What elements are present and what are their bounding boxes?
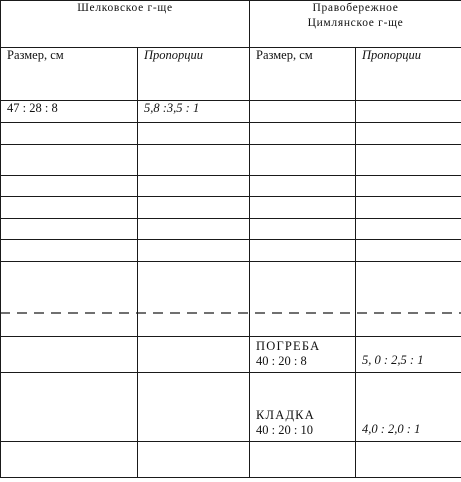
kladka-size-cell <box>250 373 356 442</box>
column-header-row <box>1 48 461 101</box>
left-size-value: 47 : 28 : 8 <box>1 101 138 123</box>
empty-cell <box>250 176 356 197</box>
table-row <box>1 101 461 123</box>
pogreba-size-cell <box>250 337 356 373</box>
pogreba-proportions-cell <box>356 337 461 373</box>
right-site-title-line2: Цимлянское г-ще <box>307 17 404 29</box>
dashed-separator <box>0 311 461 315</box>
left-size-header: Размер, см <box>1 48 138 101</box>
empty-cell <box>356 219 461 240</box>
empty-cell <box>138 373 250 442</box>
table-row <box>1 176 461 197</box>
empty-cell <box>138 176 250 197</box>
empty-cell <box>138 219 250 240</box>
empty-cell <box>1 123 138 145</box>
right-size-header: Размер, см <box>250 48 356 101</box>
empty-cell <box>356 145 461 176</box>
pogreba-row <box>1 337 461 373</box>
empty-cell <box>250 442 356 478</box>
empty-cell <box>138 123 250 145</box>
kladka-proportions-value: 4,0 : 2,0 : 1 <box>362 422 421 436</box>
kladka-proportions-cell <box>356 373 461 442</box>
empty-cell <box>250 123 356 145</box>
empty-cell <box>250 101 356 123</box>
empty-cell <box>138 145 250 176</box>
empty-cell <box>356 176 461 197</box>
left-proportions-header: Пропорции <box>138 48 250 101</box>
pogreba-proportions-value: 5, 0 : 2,5 : 1 <box>362 353 424 367</box>
table-row <box>1 240 461 262</box>
empty-cell <box>1 262 138 337</box>
empty-cell <box>138 442 250 478</box>
empty-cell <box>1 373 138 442</box>
left-site-header <box>1 1 250 48</box>
empty-cell <box>356 123 461 145</box>
pogreba-label: ПОГРЕБА <box>256 339 321 353</box>
table-row <box>1 145 461 176</box>
empty-cell <box>356 262 461 337</box>
table-row <box>1 442 461 478</box>
empty-cell <box>250 262 356 337</box>
empty-cell <box>1 197 138 219</box>
left-proportions-value: 5,8 :3,5 : 1 <box>138 101 250 123</box>
empty-cell <box>250 145 356 176</box>
table-row <box>1 123 461 145</box>
left-site-title: Шелковское г-ще <box>77 2 173 14</box>
empty-cell <box>138 262 250 337</box>
right-site-header <box>250 1 461 48</box>
empty-cell <box>356 442 461 478</box>
right-site-title-line1: Правобережное <box>312 2 399 14</box>
right-proportions-header: Пропорции <box>356 48 461 101</box>
kladka-size-value: 40 : 20 : 10 <box>256 423 313 437</box>
empty-cell <box>138 197 250 219</box>
pogreba-size-value: 40 : 20 : 8 <box>256 354 307 368</box>
empty-cell <box>356 197 461 219</box>
empty-cell <box>250 197 356 219</box>
empty-cell <box>356 240 461 262</box>
empty-cell <box>138 337 250 373</box>
empty-cell <box>1 176 138 197</box>
table-row <box>1 197 461 219</box>
kladka-label: КЛАДКА <box>256 408 315 422</box>
table-row <box>1 219 461 240</box>
site-header-row <box>1 1 461 48</box>
empty-cell <box>1 337 138 373</box>
kladka-row <box>1 373 461 442</box>
empty-cell <box>1 219 138 240</box>
empty-cell <box>250 219 356 240</box>
empty-cell <box>1 240 138 262</box>
empty-cell <box>138 240 250 262</box>
table-row <box>1 262 461 337</box>
empty-cell <box>250 240 356 262</box>
empty-cell <box>1 442 138 478</box>
empty-cell <box>356 101 461 123</box>
empty-cell <box>1 145 138 176</box>
